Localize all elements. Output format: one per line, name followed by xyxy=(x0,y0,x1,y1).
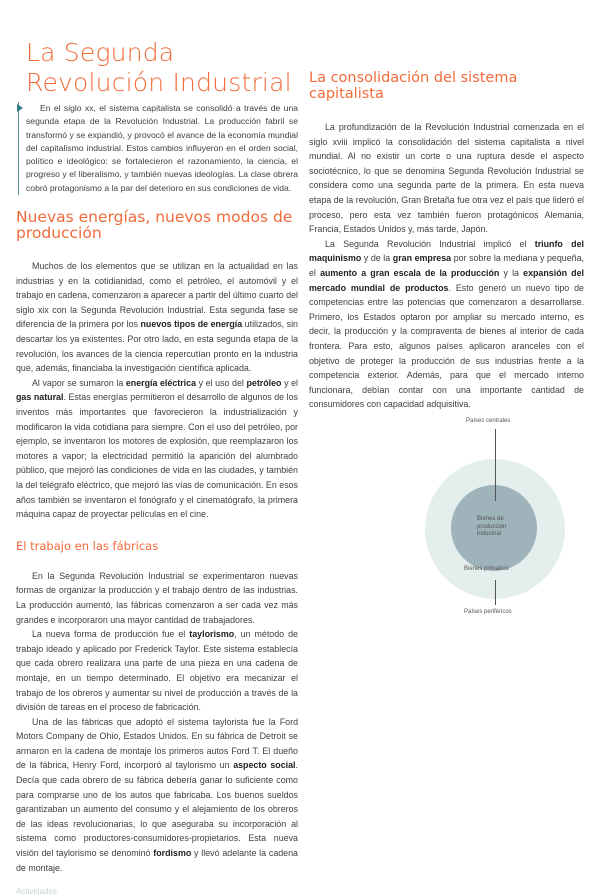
text-segment: . Decía que cada obrero de su fábrica debería ganar lo suficiente como para comprarse uno de los autos que fabricaba. Los buenos sueldos garantizaban un aumento del consumo y el alejamiento de los obreros de las ideas revolucionarias, lo que aseguraba su incorporación al sistema como productores-consumidores-propietarios. Esta nueva visión del taylorismo se denominó xyxy=(16,760,298,859)
right-column xyxy=(309,70,584,412)
section-energias-body xyxy=(16,259,298,522)
paragraph xyxy=(16,627,298,715)
section-heading-energias: Nuevas energías, nuevos modos de producción xyxy=(16,208,293,243)
text-segment: y el xyxy=(281,377,299,388)
paragraph xyxy=(16,569,298,627)
triangle-marker-icon xyxy=(17,104,23,112)
bold-term: fordismo xyxy=(153,848,192,859)
bold-term: nuevos tipos de energía xyxy=(140,319,243,330)
section-consolidacion-body xyxy=(309,120,584,412)
text-segment: por sobre la mediana y pequeña, el xyxy=(309,253,584,278)
bold-term: gran empresa xyxy=(392,253,452,264)
label-paises-perifericos: Países periféricos xyxy=(464,609,512,615)
paragraph xyxy=(309,237,584,412)
text-segment: Una de las fábricas que adoptó el sistema taylorista fue la Ford Motors Company de Ohio, Estados Unidos. En su fábrica de Detroit se armaron en la cadena de montaje los primeros autos Ford T. El dueño de la fábrica, Henry Ford, incorporó al taylorismo un xyxy=(16,716,298,771)
connector-line-bottom xyxy=(495,580,496,605)
bold-term: petróleo xyxy=(246,377,282,388)
intro-text: En el siglo xx, el sistema capitalista se consolidó a través de una segunda etapa de la Revolución Industrial. La producción fabril se transformó y se expandió, y provocó el avance de la economía mundial del capitalismo industrial. Estos cambios influyeron en el orden social, político e ideológico: se fortalecieron el razonamiento, la ciencia, el progreso y el liberalismo, y también nuevas ideologías. La clase obrera cobró protagonismo a la par del deterioro en sus condiciones de vida. xyxy=(26,103,298,193)
label-bienes-primarios: Bienes primarios xyxy=(464,566,509,572)
text-segment: En la Segunda Revolución Industrial se experimentaron nuevas formas de organizar la producción y el trabajo dentro de las industrias. La producción aumentó, las fábricas comenzaron a ser cada vez más grandes e incorporaron una mayor cantidad de trabajadores. xyxy=(16,570,298,625)
text-segment: y de la xyxy=(361,253,393,264)
left-column xyxy=(16,38,298,896)
section-heading-consolidacion: La consolidación del sistema capitalista xyxy=(309,70,518,102)
paragraph xyxy=(16,376,298,522)
text-segment: La profundización de la Revolución Industrial comenzada en el siglo xviii implicó la consolidación del sistema capitalista a nivel mundial. Al no existir un corte o una ruptura desde el aspecto sociotécnico, lo que se denomina Segunda Revolución Industrial se considera como una segunda parte de la primera. En esta nueva etapa de la revolución, Gran Bretaña fue otra vez el país que lideró el proceso, pero esta vez también fueron protagónicos Alemania, Francia, Estados Unidos y, más tarde, Japón. xyxy=(309,122,584,235)
connector-line-top xyxy=(495,429,496,501)
activities-footer: Actividades xyxy=(16,887,57,896)
bold-term: taylorismo xyxy=(189,629,235,640)
text-segment: y llevó adelante la cadena de montaje. xyxy=(16,848,298,873)
text-segment: Muchos de los elementos que se utilizan en la actualidad en las industrias y en la cotidianidad, como el petróleo, el automóvil y el trabajo en cadena, comenzaron a aparecer a partir del último cuarto del siglo xix con la Segunda Revolución Industrial. Esta segunda fase se diferencia de la primera por los xyxy=(16,261,298,330)
paragraph xyxy=(16,715,298,876)
label-bienes-produccion: Bienes de producción industrial xyxy=(477,516,507,537)
text-segment: La nueva forma de producción fue el xyxy=(32,629,190,640)
section-heading-fabricas: El trabajo en las fábricas xyxy=(16,538,159,553)
intro-paragraph xyxy=(18,102,298,195)
section-fabricas-body xyxy=(16,569,298,875)
text-segment: . Esto generó un nuevo tipo de competencias entre las potencias que comenzaron a desarrollarse. Primero, los Estados optaron por ampliar su mercado interno, es decir, la producción y la compraventa de bienes al interior de cada frontera. Para esto, algunos países aplicaron aranceles con el objetivo de proteger la producción de sus industrias frente a la competencia exterior. Además, para que el mercado interno funcionara, debían contar con una importante cantidad de consumidores con capacidad adquisitiva. xyxy=(309,282,584,410)
bold-term: triunfo del maquinismo xyxy=(309,238,584,264)
text-segment: y la xyxy=(499,267,524,278)
text-segment: . Estas energías permitieron el desarrollo de algunos de los inventos más importantes que favorecieron la industrialización y modificaron la vida cotidiana para siempre. Con el uso del petróleo, por ejemplo, se inventaron los motores de explosión, que reemplazaron los motores a vapor; la electricidad permitió la aparición del alumbrado público, que mejoró las condiciones de vida en las ciudades, y también la del telégrafo eléctrico, que mejoró las vías de comunicación. En esos años también se inventaron el fonógrafo y el cinematógrafo, la primera máquina capaz de proyectar películas en el cine. xyxy=(16,392,298,520)
text-segment: utilizados, sin descartar los ya existentes. Por otro lado, en esta segunda etapa de la revolución, los avances de la ciencia repercutían pronto en la industria que, además, financiaba la investigación científica aplicada. xyxy=(16,319,298,374)
text-segment: La Segunda Revolución Industrial implicó el xyxy=(325,238,535,249)
text-segment: Al vapor se sumaron la xyxy=(32,377,126,388)
center-periphery-diagram xyxy=(420,412,570,622)
bold-term: aumento a gran escala de la producción xyxy=(320,267,500,278)
paragraph xyxy=(16,259,298,376)
text-segment: , un método de trabajo ideado y aplicado por Frederick Taylor. Este sistema establecía que cada obrero realizara una parte de una pieza en una cadena de montaje, en un tiempo determinado. El objetivo era mecanizar el trabajo de los obreros y aumentar su nivel de producción a través de la división de tareas en el proceso de fabricación. xyxy=(16,629,298,713)
bold-term: energía eléctrica xyxy=(125,377,197,388)
text-segment: y el uso del xyxy=(196,377,247,388)
bold-term: aspecto social xyxy=(233,760,296,771)
label-paises-centrales: Países centrales xyxy=(466,418,511,424)
page-title: La Segunda Revolución Industrial xyxy=(26,38,292,97)
paragraph xyxy=(309,120,584,237)
bold-term: gas natural xyxy=(16,392,64,403)
bold-term: expansión del mercado mundial de productos xyxy=(309,267,585,293)
